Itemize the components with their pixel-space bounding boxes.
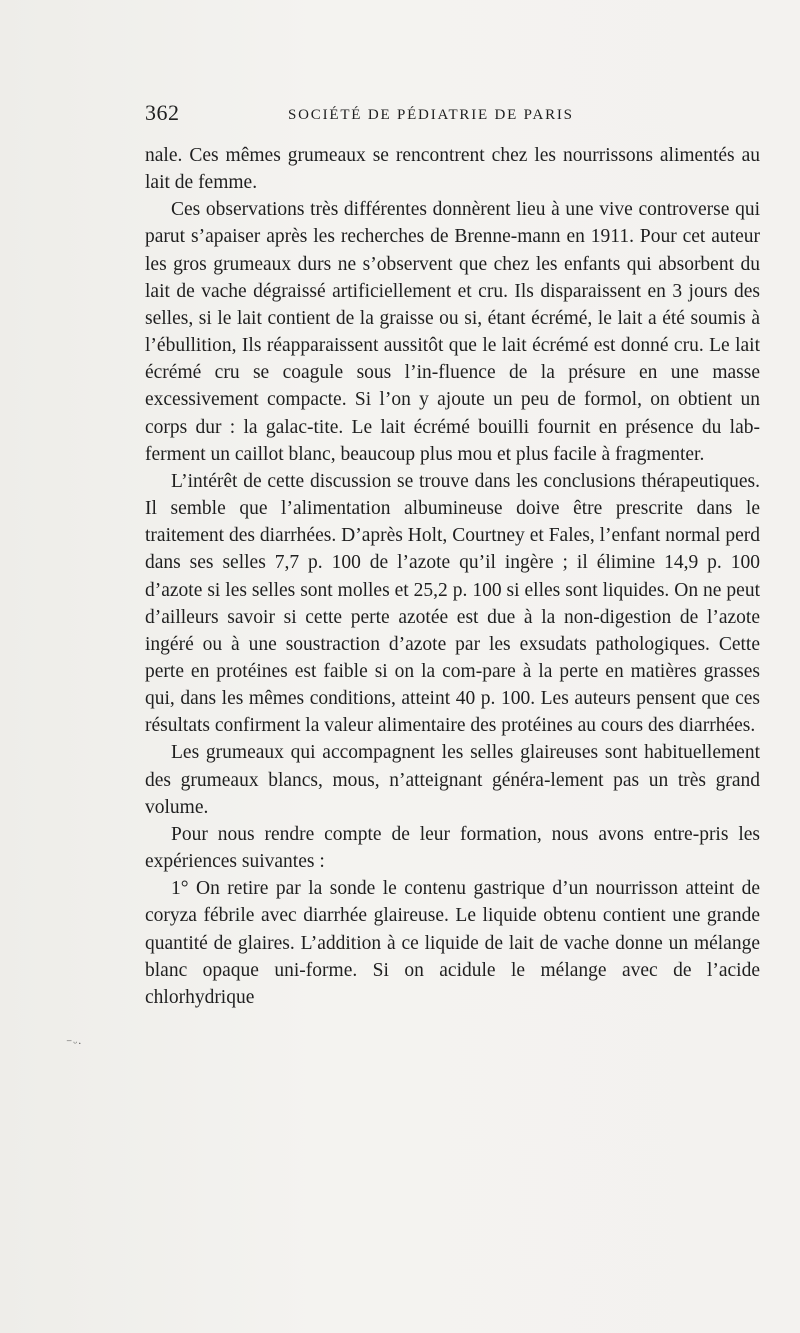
paragraph: Ces observations très différentes donnèrent lieu à une vive controverse qui parut s’apaiser après les recherches de Brenne-mann en 1911. Pour cet auteur les gros grumeaux durs ne s’observent que chez les enfants qui absorbent du lait de vache dégraissé artificiellement et cru. Ils disparaissent en 3 jours des selles, si le lait contient de la graisse ou si, étant écrémé, le lait a été soumis à l’ébullition, Ils réapparaissent aussitôt que le lait écrémé est donné cru. Le lait écrémé cru se coagule sous l’in-fluence de la présure en une masse excessivement compacte. Si l’on y ajoute un peu de formol, on obtient un corps dur : la galac-tite. Le lait écrémé bouilli fournit en présence du lab-ferment un caillot blanc, beaucoup plus mou et plus facile à fragmenter. [145,199,760,465]
page-number: 362 [145,100,180,125]
paragraph: L’intérêt de cette discussion se trouve dans les conclusions thérapeutiques. Il semble que l’alimentation albumineuse doive être prescrite dans le traitement des diarrhées. D’après Holt, Courtney et Fales, l’enfant normal perd dans ses selles 7,7 p. 100 de l’azote qu’il ingère ; il élimine 14,9 p. 100 d’azote si les selles sont molles et 25,2 p. 100 si elles sont liquides. On ne peut d’ailleurs savoir si cette perte azotée est due à la non-digestion de l’azote ingéré ou à une soustraction d’azote par les exsudats pathologiques. Cette perte en protéines est faible si on la com-pare à la perte en matières grasses qui, dans les mêmes conditions, atteint 40 p. 100. Les auteurs pensent que ces résultats confirment la valeur alimentaire des protéines au cours des diarrhées. [145,470,760,737]
page-header [145,100,760,130]
running-head: SOCIÉTÉ DE PÉDIATRIE DE PARIS [288,107,574,123]
paragraph: Pour nous rendre compte de leur formation, nous avons entre-pris les expériences suivantes : [145,823,760,873]
paragraph: 1° On retire par la sonde le contenu gastrique d’un nourrisson atteint de coryza fébrile avec diarrhée glaireuse. Le liquide obtenu contient une grande quantité de glaires. L’addition à ce liquide de lait de vache donne un mélange blanc opaque uni-forme. Si on acidule le mélange avec de l’acide chlorhydrique [145,878,760,1008]
paragraph: Les grumeaux qui accompagnent les selles glaireuses sont habituellement des grumeaux blancs, mous, n’atteignant généra-lement pas un très grand volume. [145,742,760,818]
page-body [145,142,760,1011]
ink-smudge: ⁻ᵕ· [66,1036,83,1050]
paragraph: nale. Ces mêmes grumeaux se rencontrent chez les nourrissons alimentés au lait de femme. [145,145,760,194]
